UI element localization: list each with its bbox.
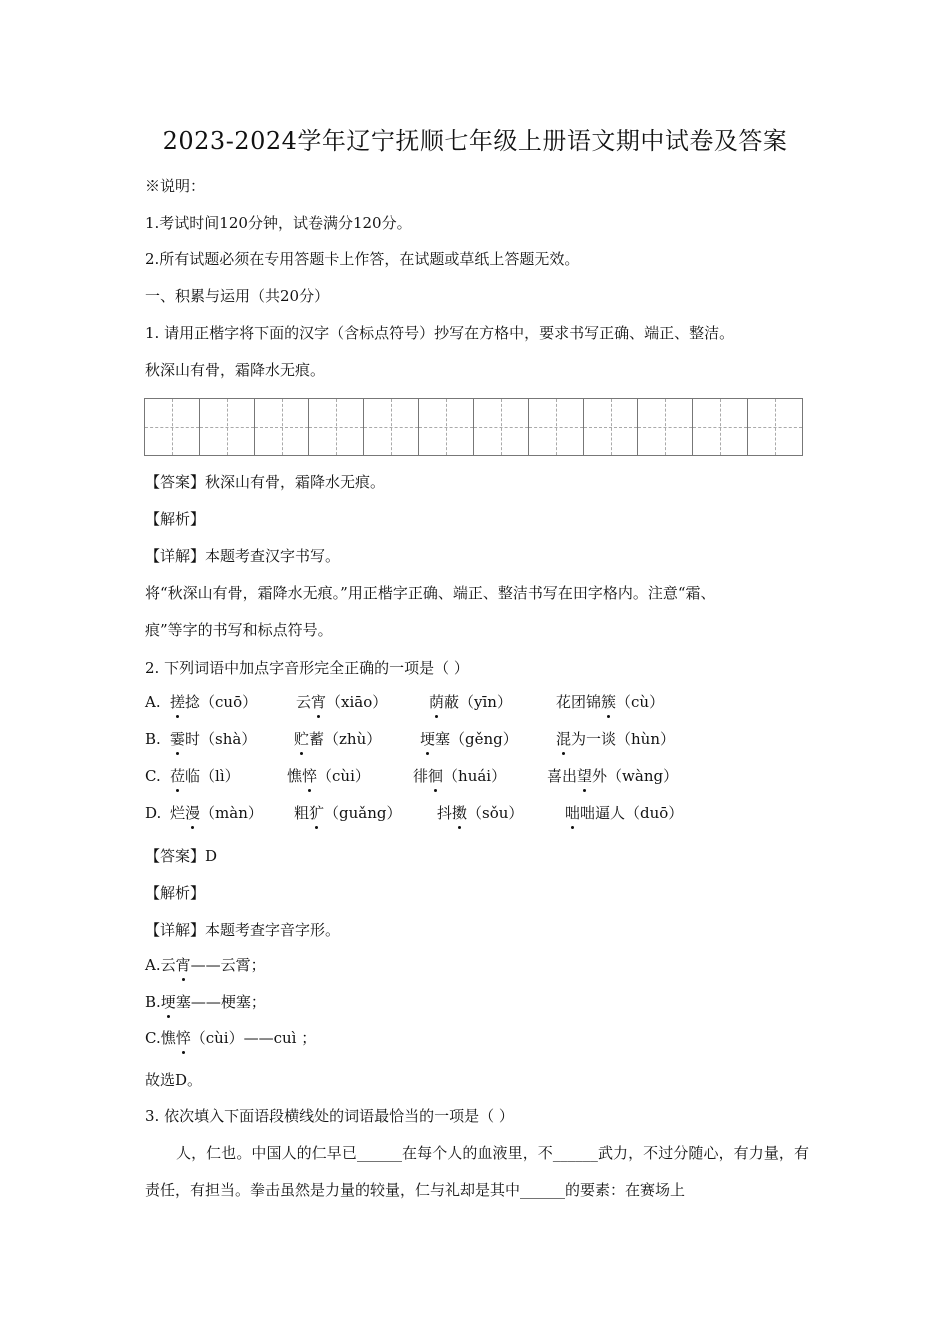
rule-1: 1.考试时间120分钟，试卷满分120分。 <box>145 214 412 232</box>
tianzige-grid <box>144 398 803 456</box>
grid-cell <box>474 399 529 455</box>
q3-passage: 人，仁也。中国人的仁早已______在每个人的血液里，不______武力，不过分随心，有力量，有责任，有担当。拳击虽然是力量的较量，仁与礼却是其中______的要素：在赛场上 <box>145 1144 809 1199</box>
option-b-item-3: 埂塞（gěng） <box>420 730 518 748</box>
option-b-item-2: 贮蓄（zhù） <box>294 730 382 748</box>
q1-stem: 1. 请用正楷字将下面的汉字（含标点符号）抄写在方格中，要求书写正确、端正、整洁。 <box>145 324 735 342</box>
grid-cell <box>584 399 639 455</box>
rule-2: 2.所有试题必须在专用答题卡上作答，在试题或草纸上答题无效。 <box>145 250 580 268</box>
option-a-item-2: 云宵（xiāo） <box>296 693 388 711</box>
option-b-item-1: 霎时（shà） <box>170 730 257 748</box>
q2-detail: 【详解】本题考查字音字形。 <box>145 921 341 939</box>
option-c-label: C. <box>145 767 161 785</box>
q2-fix-b: B.埂塞——梗塞； <box>145 993 266 1011</box>
grid-cell <box>529 399 584 455</box>
option-c-item-3: 徘徊（huái） <box>413 767 507 785</box>
option-a-label: A. <box>145 693 161 711</box>
option-d-item-4: 咄咄逼人（duō） <box>565 804 684 822</box>
grid-cell <box>200 399 255 455</box>
option-a-item-4: 花团锦簇（cù） <box>556 693 665 711</box>
q1-explanation-1: 将“秋深山有骨，霜降水无痕。”用正楷字正确、端正、整洁书写在田字格内。注意“霜、 <box>145 584 716 602</box>
q1-detail: 【详解】本题考查汉字书写。 <box>145 547 341 565</box>
q2-analysis: 【解析】 <box>145 884 206 902</box>
section-heading: 一、积累与运用（共20分） <box>145 287 330 305</box>
q2-stem: 2. 下列词语中加点字音形完全正确的一项是（ ） <box>145 659 469 677</box>
grid-cell <box>309 399 364 455</box>
option-c-item-1: 莅临（lì） <box>170 767 240 785</box>
option-c-item-4: 喜出望外（wàng） <box>547 767 679 785</box>
option-d-item-2: 粗犷（guǎng） <box>294 804 402 822</box>
grid-cell <box>255 399 310 455</box>
option-c-item-2: 憔悴（cùi） <box>287 767 370 785</box>
option-d-label: D. <box>145 804 162 822</box>
notes-heading: ※说明： <box>145 177 206 195</box>
grid-cell <box>693 399 748 455</box>
grid-cell <box>145 399 200 455</box>
option-a-item-1: 搓捻（cuō） <box>170 693 258 711</box>
option-b-item-4: 混为一谈（hùn） <box>556 730 675 748</box>
grid-cell <box>364 399 419 455</box>
q2-fix-c: C.憔悴（cùi）——cuì ； <box>145 1029 317 1047</box>
option-b-label: B. <box>145 730 161 748</box>
q2-fix-a: A.云宵——云霄； <box>145 956 266 974</box>
option-d-item-3: 抖擞（sǒu） <box>437 804 524 822</box>
q2-choice: 故选D。 <box>145 1071 203 1089</box>
q2-answer: 【答案】D <box>145 847 218 865</box>
document-title: 2023-2024学年辽宁抚顺七年级上册语文期中试卷及答案 <box>162 127 788 155</box>
q1-answer: 【答案】秋深山有骨，霜降水无痕。 <box>145 473 386 491</box>
grid-cell <box>638 399 693 455</box>
q1-explanation-2: 痕”等字的书写和标点符号。 <box>145 621 333 639</box>
grid-cell <box>748 399 803 455</box>
q1-copy-text: 秋深山有骨，霜降水无痕。 <box>145 361 326 379</box>
q1-analysis: 【解析】 <box>145 510 206 528</box>
grid-cell <box>419 399 474 455</box>
option-d-item-1: 烂漫（màn） <box>170 804 263 822</box>
q3-stem: 3. 依次填入下面语段横线处的词语最恰当的一项是（ ） <box>145 1107 514 1125</box>
option-a-item-3: 荫蔽（yīn） <box>429 693 512 711</box>
